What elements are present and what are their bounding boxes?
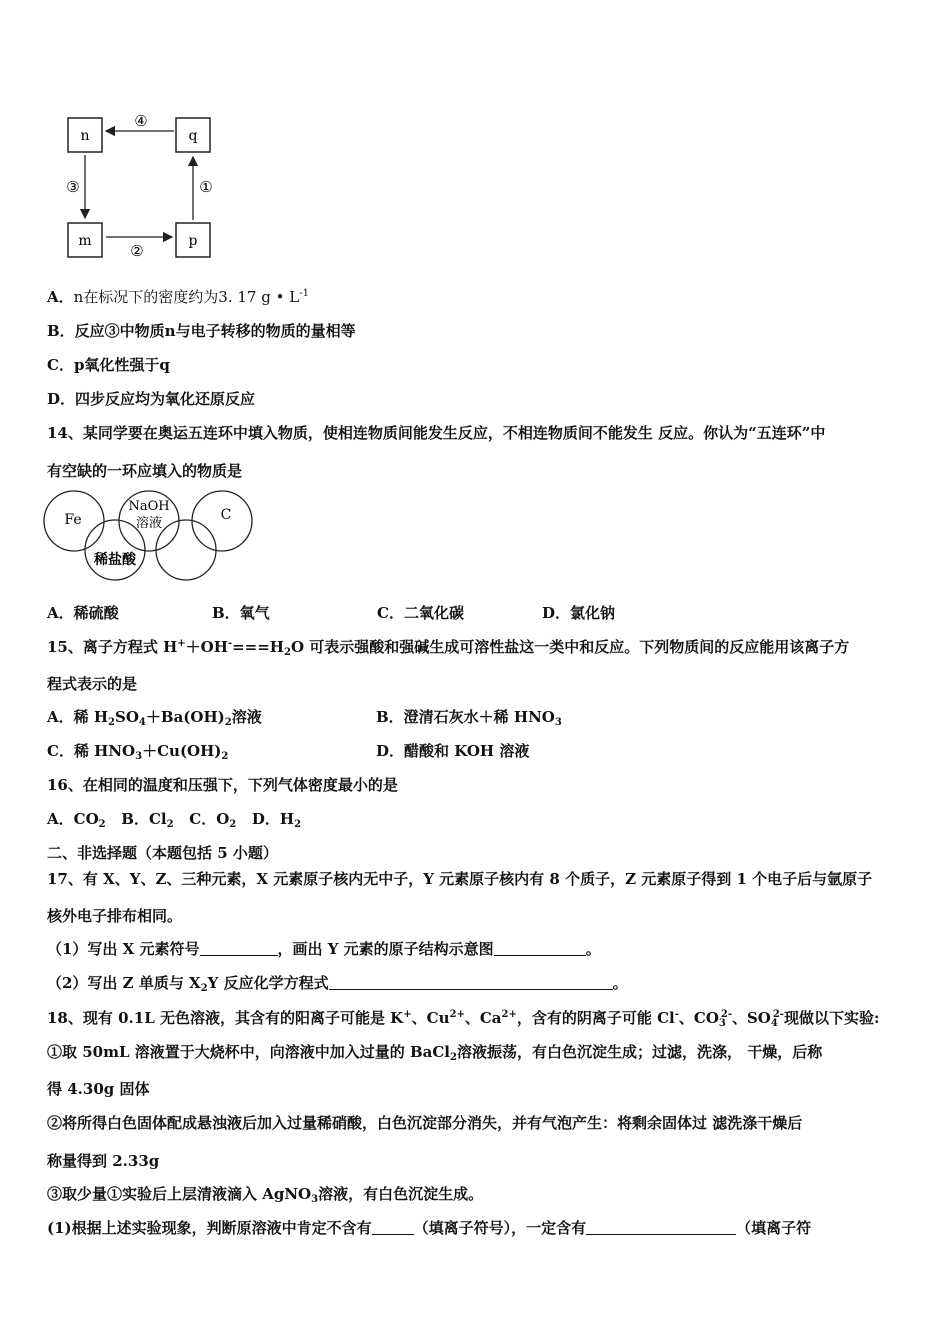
ring-naoh-label-1: NaOH <box>128 499 170 514</box>
q18-co: 、CO <box>678 1009 719 1027</box>
q18-text-end: 现做以下实验: <box>783 1009 880 1027</box>
q17-p1-text-2: ，画出 Y 元素的原子结构示意图 <box>277 940 494 958</box>
q15-stem-line2: 程式表示的是 <box>47 675 138 693</box>
q13-option-b: B．反应③中物质n与电子转移的物质的量相等 <box>47 322 356 340</box>
q15-a-2: SO <box>115 708 139 726</box>
q15-option-c <box>47 740 228 762</box>
step-1-label: ① <box>199 178 213 196</box>
q18-exp3 <box>47 1183 483 1205</box>
reaction-cycle-diagram <box>40 105 240 270</box>
q14-option-c: C．二氧化碳 <box>377 604 464 622</box>
q18-ca-charge: 2+ <box>501 1009 517 1020</box>
q18-exp2-line1: ②将所得白色固体配成悬浊液后加入过量稀硝酸，白色沉淀部分消失，并有气泡产生：将剩余固体过 滤洗涤干燥后 <box>47 1114 803 1132</box>
step-3-label: ③ <box>66 178 80 196</box>
q18-q1-text-2: （填离子符号），一定含有 <box>413 1219 587 1237</box>
q16-option-b: B．Cl <box>121 810 167 828</box>
q14-option-b: B．氧气 <box>212 604 270 622</box>
q16-c-sub: 2 <box>229 819 237 830</box>
node-m-label: m <box>78 233 92 249</box>
q17-part2 <box>47 972 628 994</box>
q13-option-d: D．四步反应均为氧化还原反应 <box>47 390 256 408</box>
q15-a-sub3: 2 <box>224 717 232 728</box>
q17-p2-sub: 2 <box>200 983 208 994</box>
q15-a-sub2: 4 <box>138 717 146 728</box>
q17-p1-text-1: （1）写出 X 元素符号 <box>47 940 200 958</box>
q15-a-sub1: 2 <box>108 717 116 728</box>
ring-c-label: C <box>220 507 232 523</box>
q18-q1-text-3: （填离子符 <box>736 1219 812 1237</box>
q18-stem-line1 <box>47 1007 880 1029</box>
q18-e1-text-1: ①取 50mL 溶液置于大烧杯中，向溶液中加入过量的 BaCl <box>47 1043 450 1061</box>
q15-b-sub1: 3 <box>554 717 562 728</box>
q16-option-c: C．O <box>189 810 230 828</box>
node-n-label: n <box>80 128 90 144</box>
q18-e3-text-2: 溶液，有白色沉淀生成。 <box>318 1185 484 1203</box>
q13-option-a-label: A． <box>47 288 74 306</box>
q16-d-sub: 2 <box>294 819 302 830</box>
q18-cu: 、Cu <box>411 1009 450 1027</box>
q18-exp1-line1 <box>47 1041 822 1063</box>
q17-stem-line1: 17、有 X、Y、Z、三种元素，X 元素原子核内无中子，Y 元素原子核内有 8 个质子，Z 元素原子得到 1 个电子后与氩原子 <box>47 870 873 888</box>
olympic-rings-diagram <box>40 487 260 587</box>
q17-p2-text-2: Y 反应化学方程式 <box>207 974 329 992</box>
q18-so: 、SO <box>731 1009 771 1027</box>
q18-e3-sub: 3 <box>311 1194 319 1205</box>
q14-stem-line1: 14、某同学要在奥运五连环中填入物质，使相连物质间能发生反应，不相连物质间不能发生 反应。你认为“五连环”中 <box>47 424 826 442</box>
q17-p2-text-1: （2）写出 Z 单质与 X <box>47 974 201 992</box>
q17-part1 <box>47 938 601 959</box>
q15-text-2: ＋OH <box>185 638 228 656</box>
q15-a-3: ＋Ba(OH) <box>145 708 225 726</box>
q14-stem-line2: 有空缺的一环应填入的物质是 <box>47 462 243 480</box>
ring-empty <box>156 520 216 580</box>
q13-option-c: C．p氧化性强于q <box>47 356 170 374</box>
q16-options <box>47 808 301 830</box>
q18-co-charge: 2- <box>720 1009 732 1020</box>
section-heading: 二、非选择题（本题包括 5 小题） <box>47 844 278 862</box>
q15-b-1: B．澄清石灰水＋稀 HNO <box>376 708 555 726</box>
q15-option-a <box>47 706 262 728</box>
ring-naoh-label-2: 溶液 <box>135 516 163 531</box>
step-2-label: ② <box>130 242 144 260</box>
q15-c-sub1: 3 <box>135 751 143 762</box>
q15-text-4: O 可表示强酸和强碱生成可溶性盐这一类中和反应。下列物质间的反应能用该离子方 <box>290 638 850 656</box>
q18-co-sub: 3 <box>718 1018 726 1029</box>
q15-oh-charge: - <box>227 638 233 649</box>
q18-e1-sub: 2 <box>450 1052 457 1063</box>
q18-k-charge: + <box>403 1009 412 1020</box>
q18-ca: 、Ca <box>464 1009 502 1027</box>
ring-fe-label: Fe <box>64 512 82 528</box>
q18-e1-text-2: 溶液振荡，有白色沉淀生成；过滤，洗涤， 干燥，后称 <box>456 1043 823 1061</box>
q18-present-ions-blank[interactable] <box>586 1220 736 1235</box>
q18-cl-charge: - <box>674 1009 679 1020</box>
node-p-label: p <box>188 233 198 249</box>
q18-q1-text-1: (1)根据上述实验现象，判断原溶液中肯定不含有 <box>47 1219 372 1237</box>
q18-cu-charge: 2+ <box>449 1009 465 1020</box>
q15-option-d: D．醋酸和 KOH 溶液 <box>376 742 530 760</box>
q15-c-2: ＋Cu(OH) <box>142 742 222 760</box>
q18-exp1-line2: 得 4.30g 固体 <box>47 1080 150 1098</box>
q15-stem-line1 <box>47 636 849 658</box>
q13-option-a-text: n在标况下的密度约为3. 17 g • L <box>73 288 300 306</box>
q15-a-4: 溶液 <box>231 708 262 726</box>
q18-e3-text-1: ③取少量①实验后上层清液滴入 AgNO <box>47 1185 312 1203</box>
q15-c-sub2: 2 <box>221 751 229 762</box>
q15-option-b <box>376 706 562 728</box>
q15-text-3: ===H <box>232 638 284 656</box>
q13-option-a-sup: -1 <box>299 288 309 299</box>
q17-x-symbol-blank[interactable] <box>200 941 278 956</box>
q14-option-a: A．稀硫酸 <box>47 604 119 622</box>
q18-absent-ions-blank[interactable] <box>372 1220 414 1235</box>
q18-so-charge: 2- <box>772 1009 784 1020</box>
q13-option-a <box>47 286 309 307</box>
q15-c-1: C．稀 HNO <box>47 742 136 760</box>
q16-option-d: D．H <box>251 810 295 828</box>
q16-option-a: A．CO <box>47 810 99 828</box>
q15-h-charge: + <box>177 638 186 649</box>
q17-y-structure-blank[interactable] <box>494 941 586 956</box>
q15-a-1: A．稀 H <box>47 708 109 726</box>
q17-p1-end: 。 <box>585 940 601 958</box>
ring-hcl-label: 稀盐酸 <box>94 552 136 568</box>
q18-part1 <box>47 1217 811 1238</box>
q15-text-1: 15、离子方程式 H <box>47 638 178 656</box>
node-q-label: q <box>188 128 198 144</box>
q17-stem-line2: 核外电子排布相同。 <box>47 907 183 925</box>
q18-so-sub: 4 <box>770 1018 778 1029</box>
q18-text-1: 18、现有 0.1L 无色溶液，其含有的阳离子可能是 K <box>47 1009 404 1027</box>
q15-h2-sub: 2 <box>283 647 291 658</box>
q16-b-sub: 2 <box>166 819 174 830</box>
step-4-label: ④ <box>134 112 148 130</box>
q17-equation-blank[interactable] <box>329 975 613 990</box>
q14-option-d: D．氯化钠 <box>542 604 616 622</box>
q16-a-sub: 2 <box>98 819 106 830</box>
q18-anion-text: ，含有的阴离子可能 Cl <box>516 1009 675 1027</box>
q17-p2-end: 。 <box>612 974 628 992</box>
q18-exp2-line2: 称量得到 2.33g <box>47 1152 160 1170</box>
q16-stem: 16、在相同的温度和压强下，下列气体密度最小的是 <box>47 776 398 794</box>
